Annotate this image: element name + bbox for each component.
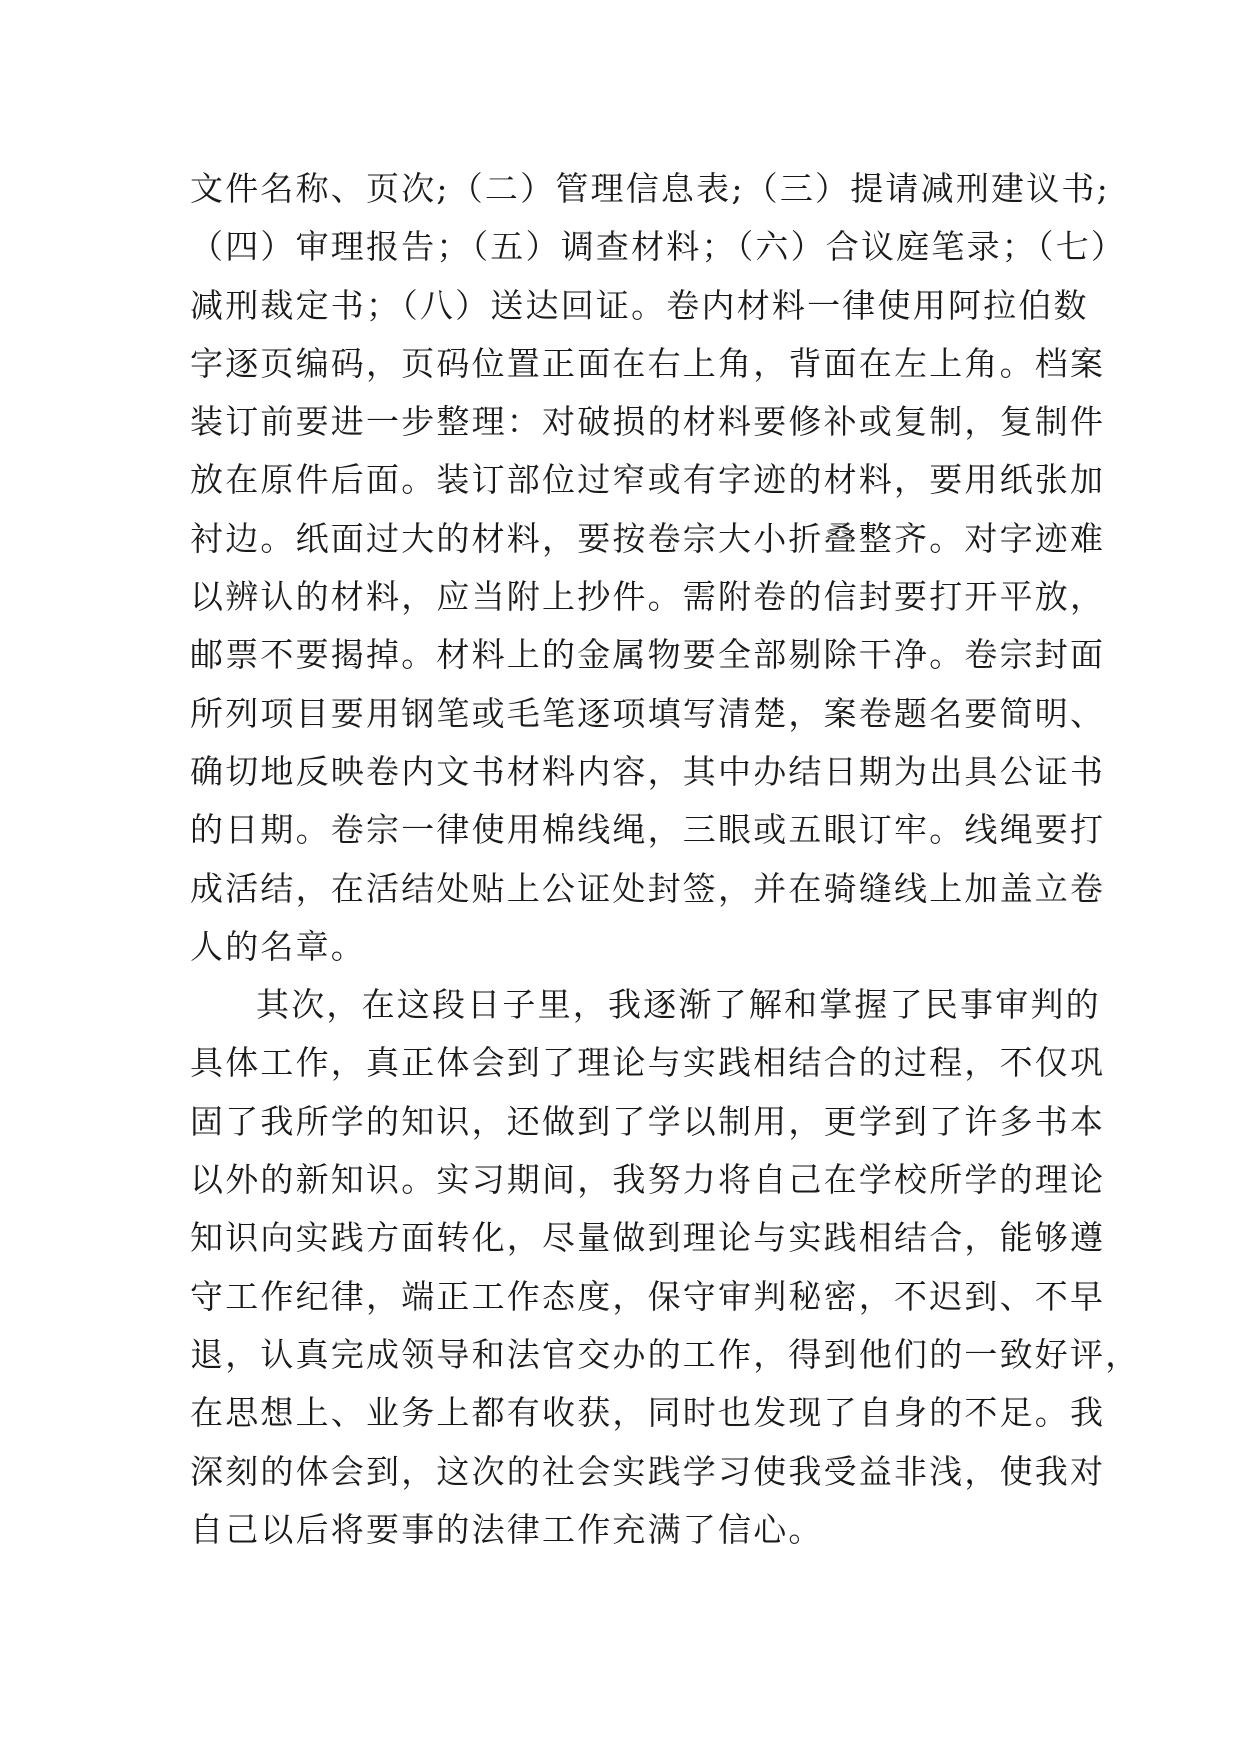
text-line: 确切地反映卷内文书材料内容，其中办结日期为出具公证书 — [190, 751, 1106, 791]
text-line: 减刑裁定书；（八）送达回证。卷内材料一律使用阿拉伯数 — [190, 285, 1089, 325]
text-line: 装订前要进一步整理：对破损的材料要修补或复制，复制件 — [190, 402, 1106, 442]
text-line: 知识向实践方面转化，尽量做到理论与实践相结合，能够遵 — [190, 1218, 1106, 1258]
text-line: 人的名章。 — [190, 926, 366, 966]
text-line: 所列项目要用钢笔或毛笔逐项填写清楚，案卷题名要简明、 — [190, 693, 1106, 733]
text-line: 的日期。卷宗一律使用棉线绳，三眼或五眼订牢。线绳要打 — [190, 810, 1106, 850]
text-line: 以辨认的材料，应当附上抄件。需附卷的信封要打开平放， — [190, 577, 1106, 617]
text-line: 深刻的体会到，这次的社会实践学习使我受益非浅，使我对 — [190, 1451, 1106, 1491]
text-line: 在思想上、业务上都有收获，同时也发现了自身的不足。我 — [190, 1393, 1106, 1433]
text-line: 具体工作，真正体会到了理论与实践相结合的过程，不仅巩 — [190, 1043, 1106, 1083]
text-line: 文件名称、页次;（二）管理信息表;（三）提请减刑建议书; — [190, 169, 1110, 208]
text-line: 退，认真完成领导和法官交办的工作，得到他们的一致好评， — [190, 1334, 1141, 1374]
text-line: 自己以后将要事的法律工作充满了信心。 — [190, 1509, 824, 1549]
text-line: 邮票不要揭掉。材料上的金属物要全部剔除干净。卷宗封面 — [190, 635, 1106, 675]
text-line: 放在原件后面。装订部位过窄或有字迹的材料，要用纸张加 — [190, 460, 1106, 500]
text-line: 成活结，在活结处贴上公证处封签，并在骑缝线上加盖立卷 — [190, 868, 1106, 908]
text-line: 衬边。纸面过大的材料，要按卷宗大小折叠整齐。对字迹难 — [190, 518, 1106, 558]
text-line: 固了我所学的知识，还做到了学以制用，更学到了许多书本 — [190, 1101, 1106, 1141]
text-line: 守工作纪律，端正工作态度，保守审判秘密，不迟到、不早 — [190, 1276, 1106, 1316]
text-line: （四）审理报告；（五）调查材料；（六）合议庭笔录；（七） — [190, 227, 1127, 267]
text-line: 以外的新知识。实习期间，我努力将自己在学校所学的理论 — [190, 1160, 1106, 1200]
paragraph-start-line: 其次，在这段日子里，我逐渐了解和掌握了民事审判的 — [256, 985, 1101, 1025]
document-body — [190, 160, 1141, 1559]
text-line: 字逐页编码，页码位置正面在右上角，背面在左上角。档案 — [190, 343, 1106, 383]
